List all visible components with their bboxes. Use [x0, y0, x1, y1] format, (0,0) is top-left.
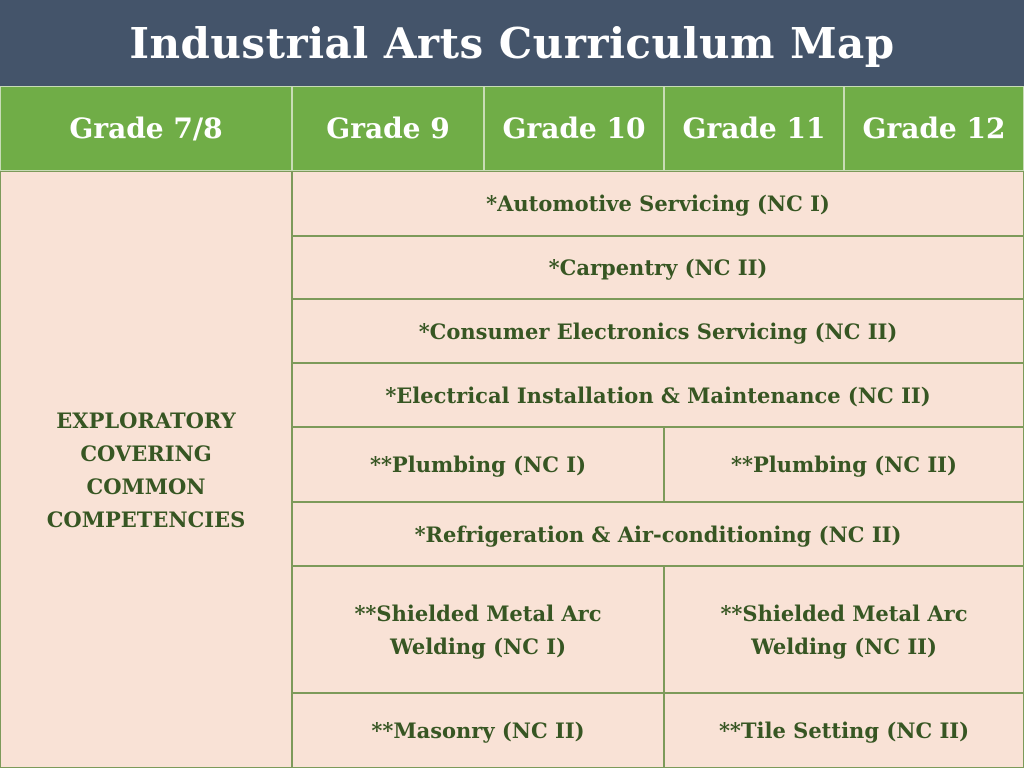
row-tile-setting: **Tile Setting (NC II) [664, 693, 1024, 768]
exploratory-label: EXPLORATORY COVERING COMMON COMPETENCIES [46, 407, 246, 532]
header-grade-11: Grade 11 [664, 86, 844, 171]
exploratory-cell [0, 171, 292, 768]
row-consumer-electronics: *Consumer Electronics Servicing (NC II) [292, 299, 1024, 363]
page-title: Industrial Arts Curriculum Map [129, 18, 895, 68]
header-grade-7-8: Grade 7/8 [0, 86, 292, 171]
row-electrical-installation: *Electrical Installation & Maintenance (NC II) [292, 363, 1024, 427]
header-grade-12: Grade 12 [844, 86, 1024, 171]
row-plumbing-nc2: **Plumbing (NC II) [664, 427, 1024, 502]
title-bar [0, 0, 1024, 86]
row-smaw-nc2-label: **Shielded Metal Arc Welding (NC II) [720, 600, 968, 659]
row-refrigeration: *Refrigeration & Air-conditioning (NC II) [292, 502, 1024, 566]
row-carpentry: *Carpentry (NC II) [292, 236, 1024, 299]
row-automotive-servicing: *Automotive Servicing (NC I) [292, 171, 1024, 236]
row-smaw-nc1-label: **Shielded Metal Arc Welding (NC I) [354, 600, 602, 659]
header-grade-9: Grade 9 [292, 86, 484, 171]
header-grade-10: Grade 10 [484, 86, 664, 171]
row-smaw-nc1 [292, 566, 664, 693]
row-smaw-nc2 [664, 566, 1024, 693]
row-plumbing-nc1: **Plumbing (NC I) [292, 427, 664, 502]
row-masonry: **Masonry (NC II) [292, 693, 664, 768]
